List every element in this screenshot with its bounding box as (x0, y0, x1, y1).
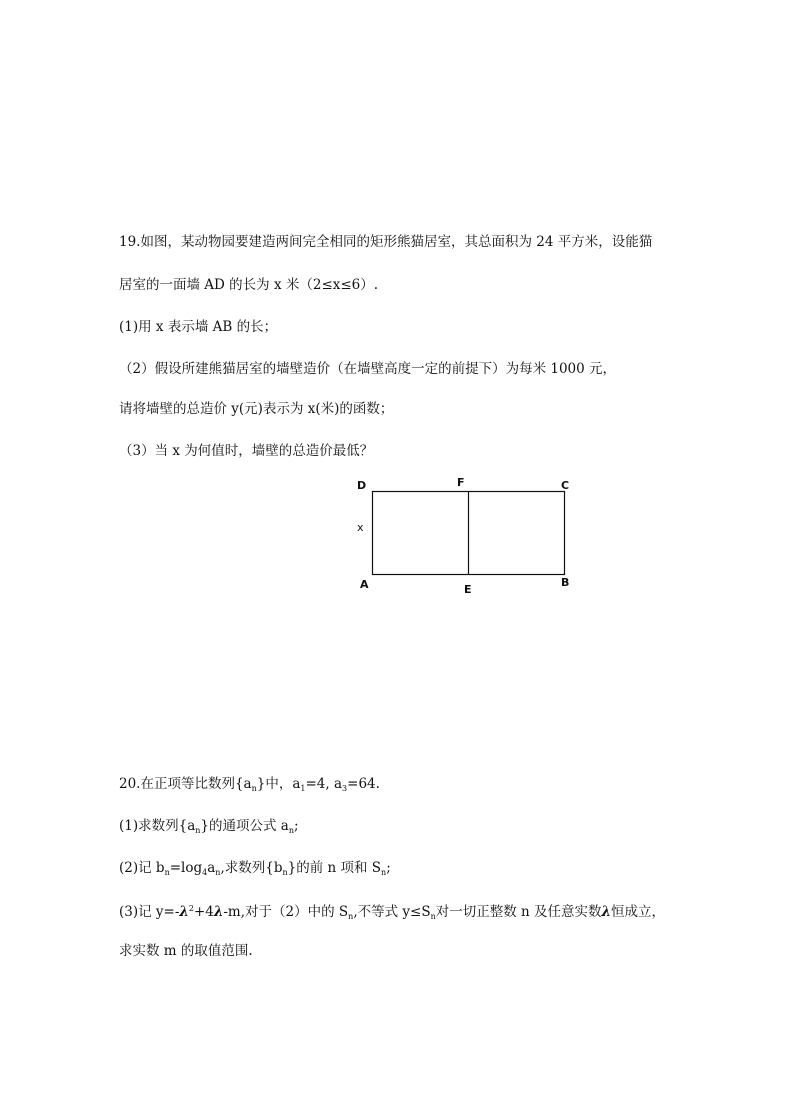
lambda-symbol: λ (179, 904, 189, 920)
lambda-symbol: λ (213, 904, 224, 920)
q19-part2a: （2）假设所建熊猫居室的墙壁造价（在墙壁高度一定的前提下）为每米 1000 元， (119, 361, 617, 377)
q20-part2: (2)记 $b_n=\log_4a_n$,求数列$\{b_n\}$的前 n 项和 $S_n$; (119, 860, 391, 877)
rectangle-figure (350, 476, 580, 601)
q19-line1: 19.如图，某动物园要建造两间完全相同的矩形熊猫居室，其总面积为 24 平方米，设能猫 (119, 234, 653, 250)
q19-part2b: 请将墙壁的总造价 y(元)表示为 x(米)的函数； (119, 401, 394, 417)
lambda-symbol: λ (601, 904, 611, 920)
label-e: E (464, 583, 472, 596)
q19-line2: 居室的一面墙 AD 的长为 x 米（2≤x≤6）. (119, 277, 379, 293)
label-b: B (561, 576, 570, 589)
q20-part3: (3)记 $y=-\lambda^2+4\lambda-m$,对于（2）中的 $S_n$,不等式 $y\le S_n$对一切正整数 n 及任意实数λ恒成立， (119, 904, 665, 921)
label-d: D (357, 479, 367, 492)
q20-part3b: 求实数 m 的取值范围. (119, 943, 253, 959)
q20-part1: (1)求数列$\{a_n\}$的通项公式 $a_n$; (119, 818, 299, 835)
q19-part3: （3）当 x 为何值时，墙壁的总造价最低？ (119, 443, 374, 459)
label-f: F (457, 476, 465, 489)
label-x: x (357, 521, 364, 534)
q20-intro: 20.在正项等比数列$\{a_n\}$中，$a_1=4$, $a_3=64$. (119, 776, 380, 793)
label-c: C (561, 479, 570, 492)
label-a: A (360, 578, 369, 591)
q19-part1: (1)用 x 表示墙 AB 的长； (119, 319, 278, 335)
